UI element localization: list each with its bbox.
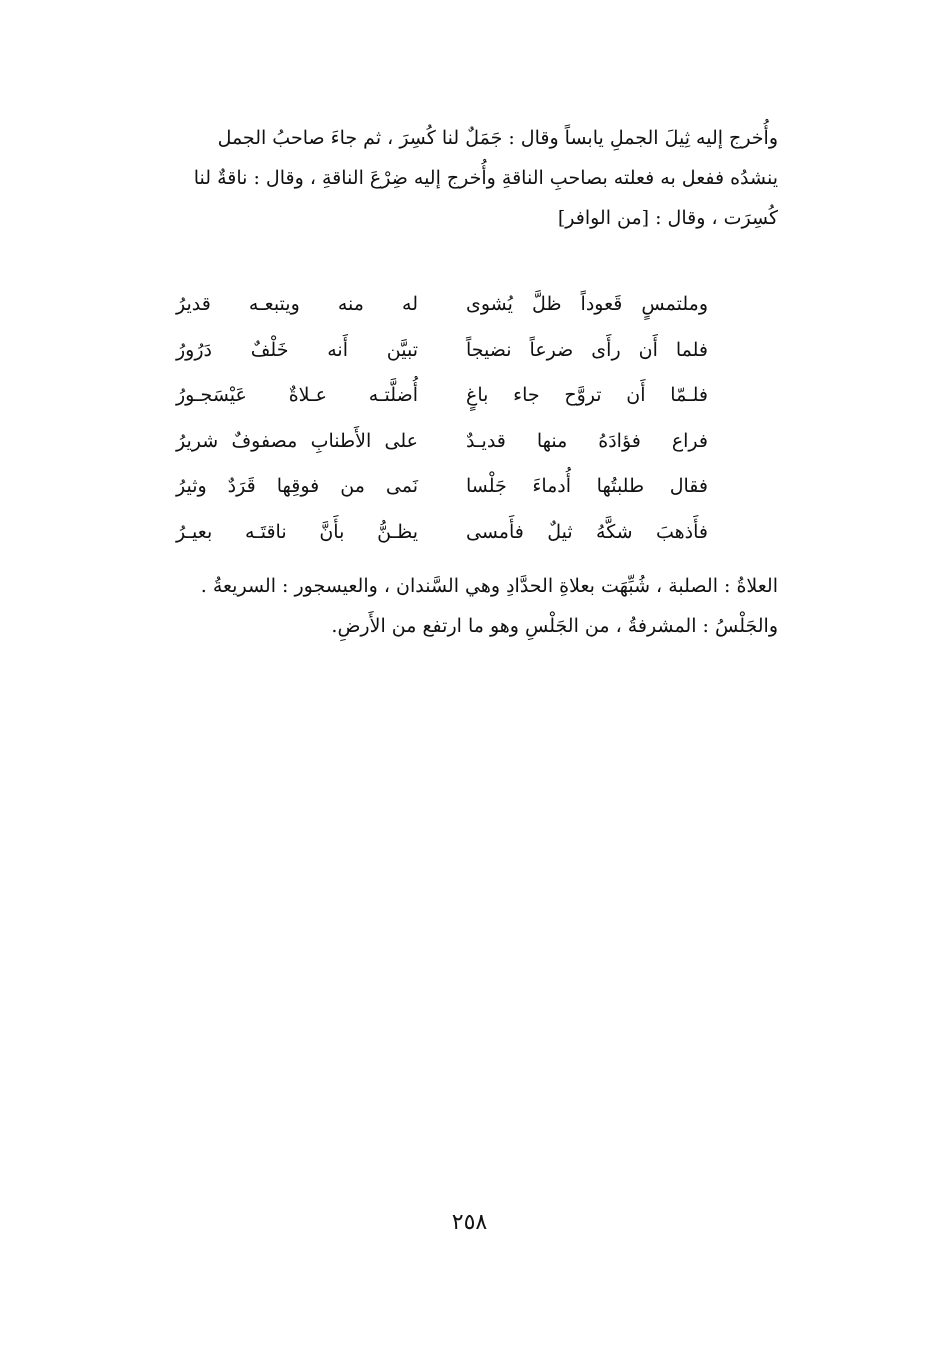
verse-second-hemistich: له منه ويتبعـه قديرُ	[176, 293, 418, 315]
intro-line-last: كُسِرَت ، وقال : [من الوافر]	[557, 207, 778, 229]
poem-verse	[176, 421, 708, 467]
verse-first-hemistich: وملتمسٍ قَعوداً ظلَّ يُشوى	[466, 293, 708, 315]
poem-verse	[176, 375, 708, 421]
verse-first-hemistich: فقال طلبتُها أُدماءَ جَلْسا	[466, 475, 708, 497]
poem-verse	[176, 284, 708, 330]
poem-verse	[176, 330, 708, 376]
footnote-line-last: والجَلْسُ : المشرفةُ ، من الجَلْسِ وهو ما ارتفع من الأَرضِ.	[331, 615, 778, 637]
verse-second-hemistich: يظـنُّ بأَنَّ ناقتَـه بعيـرُ	[176, 520, 418, 543]
verse-second-hemistich: على الأَطنابِ مصفوفٌ شريرُ	[176, 429, 418, 452]
verse-first-hemistich: فلـمّا أَن تروَّح جاء باغٍ	[466, 384, 708, 406]
page-number: ٢٥٨	[451, 1210, 488, 1235]
verse-first-hemistich: فأَذهبَ شكَّهُ ثيلٌ فأَمسى	[466, 520, 708, 543]
poem-verse	[176, 466, 708, 512]
verse-second-hemistich: تبيَّن أَنه خَلْفٌ دَرُورُ	[176, 338, 418, 361]
intro-line: وأُخرج إليه ثِيلَ الجملِ يابساً وقال : جَمَلٌ لنا كُسِرَ ، ثم جاءَ صاحبُ الجمل	[217, 127, 778, 149]
intro-paragraph	[108, 118, 778, 238]
verse-second-hemistich: أُضلَّتـه عـلاةٌ عَيْسَجـورُ	[176, 384, 418, 406]
footnote-line: العلاةُ : الصلبة ، شُبِّهَت بعلاةِ الحدَّادِ وهي السَّندان ، والعيسجور : السريعةُ .	[200, 575, 778, 597]
verse-first-hemistich: فراع فؤادَهُ منها قديـدٌ	[466, 429, 708, 452]
verse-second-hemistich: نَمى من فوقِها قَرَدٌ وثيرُ	[176, 475, 418, 497]
poem-block	[176, 284, 708, 557]
verse-first-hemistich: فلما أَن رأَى ضرعاً نضيجاً	[466, 338, 708, 361]
poem-verse	[176, 512, 708, 558]
footnote-paragraph	[108, 566, 778, 646]
intro-line: ينشدُه ففعل به فعلته بصاحبِ الناقةِ وأُخرج إليه ضِرْعَ الناقةِ ، وقال : ناقةٌ لنا	[193, 167, 778, 189]
